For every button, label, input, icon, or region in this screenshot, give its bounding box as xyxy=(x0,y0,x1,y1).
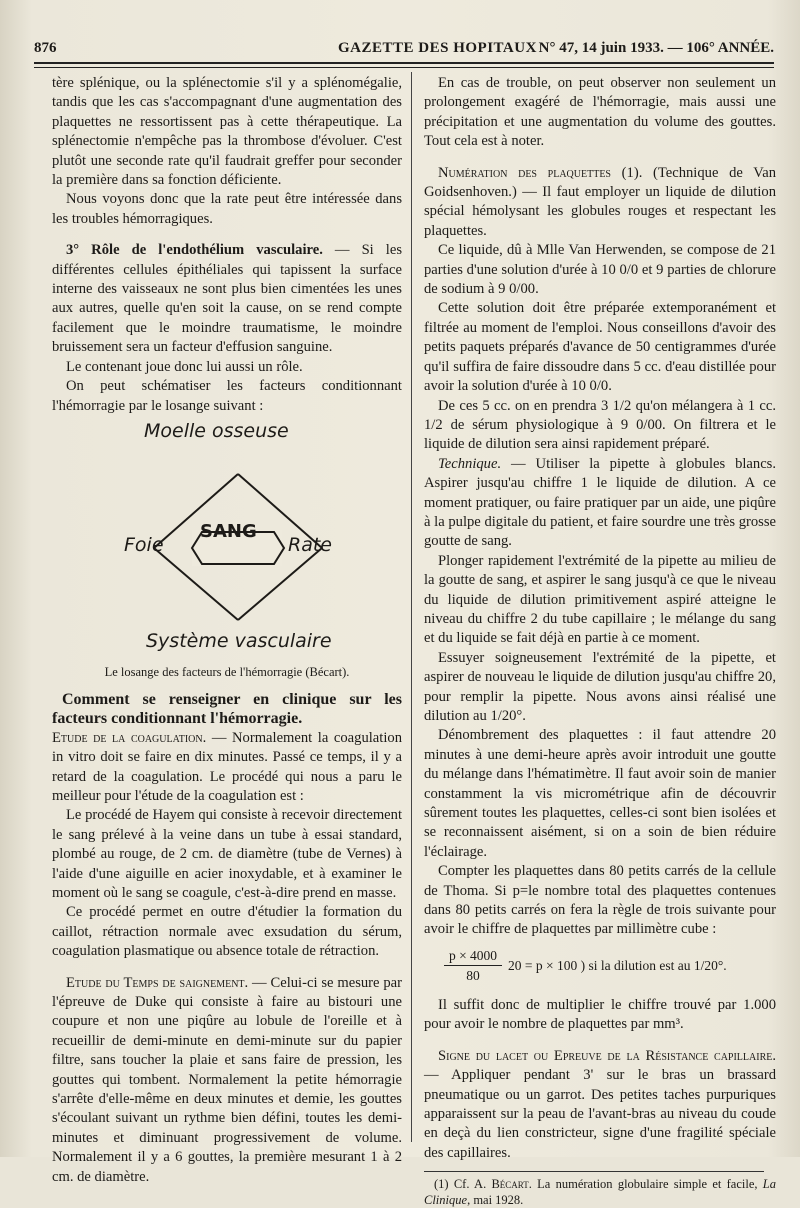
footnote-journal: La Clinique xyxy=(424,1177,776,1208)
paragraph xyxy=(424,164,776,242)
paragraph: Dénombrement des plaquettes : il faut attendre 20 minutes à une demi-heure après avoir introduit une goutte du mélange dans l'hématimètre. Il faut avoir soin de manier constamment la vis micrométrique afin de découvrir sûrement toutes les plaquettes, celles-ci sont bien isolées et se reconnaissent aisément, si on a soin de bien réduire l'éclairage. xyxy=(424,727,776,860)
paragraph: En cas de trouble, on peut observer non seulement un prolongement exagéré de l'hémorragie, mais aussi une précipitation et une augmentation du volume des gouttes. Tout cela est à noter. xyxy=(424,75,776,150)
left-column xyxy=(52,74,402,1187)
paragraph: Il suffit donc de multiplier le chiffre trouvé par 1.000 pour avoir le nombre de plaquettes par mm³. xyxy=(424,996,776,1033)
footnote-text: , mai 1928. xyxy=(467,1193,524,1208)
page-number: 876 xyxy=(34,40,57,56)
journal-title: GAZETTE DES HOPITAUX xyxy=(338,40,537,56)
paragraph xyxy=(424,1047,776,1163)
formula xyxy=(424,946,776,986)
footnote-text: (1) Cf. A. xyxy=(434,1177,492,1192)
paragraph-text: (1). (Technique de Van Goidsenhoven.) — Il faut employer un liquide de dilution spécial hémolysant les globules rouges et respectant les plaquettes. xyxy=(424,164,776,239)
paragraph-text: — Utiliser la pipette à globules blancs. Aspirer jusqu'au chiffre 1 le liquide de dilution. A ce moment pratiquer, ou faire pratiquer par un aide, une piqûre à la pulpe digitale du patient, et faire sourdre une très grosse goutte de sang. xyxy=(424,455,776,550)
formula-numerator: p × 4000 xyxy=(444,946,502,966)
paragraph: De ces 5 cc. on en prendra 3 1/2 qu'on mélangera à 1 cc. 1/2 de sérum physiologique à 9 0/00. On filtrera et le liquide de dilution sera ainsi rapidement préparé. xyxy=(424,397,776,453)
paragraph xyxy=(424,455,776,552)
issue-info: N° 47, 14 juin 1933. — 106° ANNÉE. xyxy=(538,40,774,56)
label-moelle-osseuse: Moelle osseuse xyxy=(144,419,289,442)
footnote-rule xyxy=(424,1171,764,1172)
paragraph: Essuyer soigneusement l'extrémité de la pipette, et aspirer de nouveau le liquide de dilution jusqu'au chiffre 20, pour remplir la pipette. Nous avons ainsi réalisé une dilution au 1/20°. xyxy=(424,649,776,724)
footnote xyxy=(424,1176,776,1208)
subsection-lead: Signe du lacet ou Epreuve de la Résistance capillaire. xyxy=(438,1047,776,1064)
formula-fraction xyxy=(444,946,502,986)
paragraph: Ce procédé permet en outre d'étudier la formation du caillot, rétraction normale avec exsudation du sérum, coagulation plasmatique ou absence totale de rétraction. xyxy=(52,904,402,960)
lozenge-figure xyxy=(52,420,402,658)
column-divider xyxy=(411,72,412,1142)
label-systeme-vasculaire: Système vasculaire xyxy=(146,629,332,652)
subsection-lead: Etude du Temps de saignement. xyxy=(66,974,249,991)
paragraph: Le contenant joue donc lui aussi un rôle. xyxy=(66,358,303,375)
formula-rest: 20 = p × 100 ) si la dilution est au 1/20°. xyxy=(508,957,727,973)
header-rule xyxy=(34,62,774,68)
paragraph-text: — Normalement la coagulation in vitro doit se faire en dix minutes. Passé ce temps, il y a retard de la coagulation. Le procédé qui nous a paru le meilleur pour l'étude de la coagulation est : xyxy=(52,729,402,804)
paragraph-text: — Appliquer pendant 3' sur le bras un brassard pneumatique ou un garrot. Des petites taches purpuriques apparaissent sur la peau de l'avant-bras au niveau du coude en deçà du lien constricteur, signe d'une fragilité spéciale des capillaires. xyxy=(424,1067,776,1161)
paragraph-text: — Si les différentes cellules épithéliales qui tapissent la surface interne des vaisseaux ne sont plus bien cimentées les unes aux autres, quelle qu'en soit la cause, on se rend compte facilement que le moindre traumatisme, le moindre bruissement sera un facteur d'effusion sanguine. xyxy=(52,242,403,356)
paragraph: Cette solution doit être préparée extemporanément et filtrée au moment de l'emploi. Nous conseillons d'avoir des petits paquets préparés d'avance de 50 centigrammes d'urée qu'il suffira de faire dissoudre dans 5 cc. d'eau distillée pour avoir la solution d'urée à 10 0/0. xyxy=(424,300,776,395)
paragraph: tère splénique, ou la splénectomie s'il y a splénomégalie, tandis que les cas s'accompagnant d'une augmentation des plaquettes ne ressortissent pas à cette thérapeutique. La splénectomie n'empêche pas la thrombose d'évoluer. C'est plutôt une seconde rate qu'il faudrait greffer pour seconder la première dans sa fonction déficiente. xyxy=(52,75,402,189)
figure-caption: Le losange des facteurs de l'hémorragie (Bécart). xyxy=(104,664,350,679)
label-sang: SANG xyxy=(200,520,257,542)
label-foie: Foie xyxy=(124,533,164,556)
running-header xyxy=(34,36,774,60)
subsection-lead: Etude de la coagulation. xyxy=(52,729,207,746)
subsection-lead: Numération des plaquettes xyxy=(438,164,611,181)
footnote-text: . La numération globulaire simple et facile, xyxy=(528,1177,763,1192)
label-rate: Rate xyxy=(288,533,332,556)
paragraph: Nous voyons donc que la rate peut être intéressée dans les troubles hémorragiques. xyxy=(52,191,402,227)
right-column xyxy=(424,74,776,1208)
section-heading: Comment se renseigner en clinique sur les facteurs conditionnant l'hémorragie. xyxy=(52,690,402,728)
subsection-lead: Technique. xyxy=(438,455,502,472)
formula-denominator: 80 xyxy=(466,968,480,984)
paragraph xyxy=(52,241,402,357)
paragraph: Plonger rapidement l'extrémité de la pipette au milieu de la goutte de sang, et aspirer le sang jusqu'à ce que le niveau du liquide de dilution primitivement aspiré atteigne le niveau du chiffre 2 du tube capillaire ; le mélange du sang et du liquide se fait déjà en partie à ce moment. xyxy=(424,552,776,647)
paragraph-text: — Celui-ci se mesure par l'épreuve de Duke qui consiste à faire au bistouri une coupure et non une piqûre au lobule de l'oreille et à recueillir de demi-minute en demi-minute sur du papier filtre, sans toucher la plaie et sans faire de pression, les gouttes qui tombent. Normalement la petite hémorragie s'arrête d'elle-même en deux minutes et demie, les gouttes s'écoulant suivant un rythme bien défini, toutes les demi-minutes et diminuant progressivement de volume. Normalement il y a 6 gouttes, la première mesurant 1 à 2 cm. de diamètre. xyxy=(52,974,402,1185)
footnote-author: Bécart xyxy=(491,1177,529,1192)
paragraph xyxy=(52,974,402,1187)
paragraph: Ce liquide, dû à Mlle Van Herwenden, se compose de 21 parties d'une solution d'urée à 10 0/0 et 9 parties de chlorure de sodium à 9 0/00. xyxy=(424,242,776,298)
paragraph: On peut schématiser les facteurs conditionnant l'hémorragie par le losange suivant : xyxy=(52,378,402,414)
paragraph xyxy=(52,729,402,807)
section-lead: 3° Rôle de l'endothélium vasculaire. xyxy=(66,242,323,259)
paragraph: Compter les plaquettes dans 80 petits carrés de la cellule de Thoma. Si p=le nombre total des plaquettes contenues dans 80 petits carrés on fera la règle de trois suivante pour avoir le chiffre de plaquettes par millimètre cube : xyxy=(424,863,776,938)
paragraph: Le procédé de Hayem qui consiste à recevoir directement le sang prélevé à la veine dans un tube à essai standard, plombé au rouge, de 2 cm. de diamètre (tube de Vernes) à l'aide d'une aiguille en acier inoxydable, et à examiner le moment où le sang se coagule, c'est-à-dire prend en masse. xyxy=(52,807,402,901)
